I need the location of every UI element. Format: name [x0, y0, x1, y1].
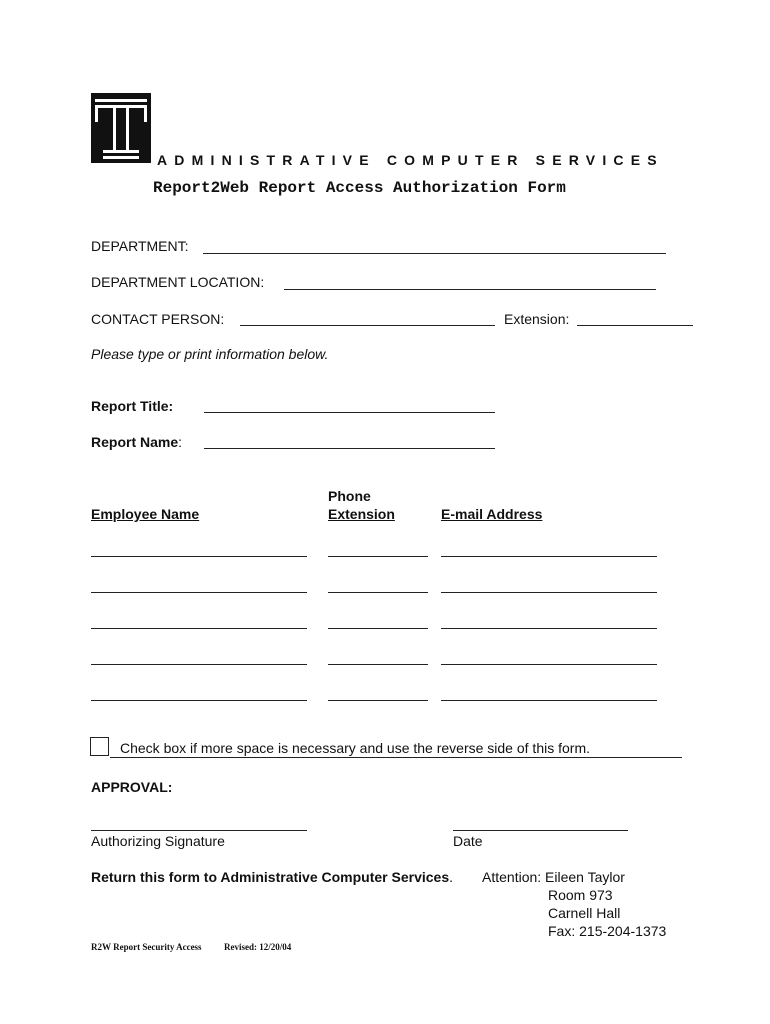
employee-name-header: Employee Name	[91, 506, 200, 522]
report-title-field[interactable]	[204, 412, 495, 413]
date-field[interactable]	[453, 830, 628, 831]
university-logo	[91, 93, 151, 163]
room-line: Room 973	[548, 887, 613, 903]
email-address-field[interactable]	[441, 664, 657, 665]
phone-header-top: Phone	[328, 488, 371, 504]
attention-line: Attention: Eileen Taylor	[482, 869, 625, 885]
department-location-field[interactable]	[284, 289, 656, 290]
report-name-label: Report Name:	[91, 434, 183, 450]
department-location-label: DEPARTMENT LOCATION:	[91, 274, 265, 290]
email-address-field[interactable]	[441, 556, 657, 557]
report-name-field[interactable]	[204, 448, 495, 449]
fax-line: Fax: 215-204-1373	[548, 923, 667, 939]
phone-extension-field[interactable]	[328, 592, 428, 593]
signature-field[interactable]	[91, 830, 307, 831]
contact-person-label: CONTACT PERSON:	[91, 311, 225, 327]
employee-name-field[interactable]	[91, 628, 307, 629]
extension-field[interactable]	[577, 325, 693, 326]
employee-name-field[interactable]	[91, 556, 307, 557]
date-label: Date	[453, 833, 483, 849]
form-title: Report2Web Report Access Authorization Form	[153, 179, 566, 197]
more-space-checkbox[interactable]	[90, 737, 109, 756]
footer-revised: Revised: 12/20/04	[224, 942, 292, 952]
phone-extension-field[interactable]	[328, 628, 428, 629]
department-label: DEPARTMENT:	[91, 238, 189, 254]
employee-name-field[interactable]	[91, 664, 307, 665]
phone-extension-field[interactable]	[328, 664, 428, 665]
phone-extension-field[interactable]	[328, 556, 428, 557]
employee-name-field[interactable]	[91, 700, 307, 701]
building-line: Carnell Hall	[548, 905, 621, 921]
return-instruction: Return this form to Administrative Computer Services.	[91, 869, 453, 885]
instruction-text: Please type or print information below.	[91, 346, 329, 362]
department-field[interactable]	[203, 253, 666, 254]
email-address-header: E-mail Address	[441, 506, 543, 522]
employee-name-field[interactable]	[91, 592, 307, 593]
phone-extension-field[interactable]	[328, 700, 428, 701]
organization-name: ADMINISTRATIVE COMPUTER SERVICES	[157, 152, 664, 168]
signature-label: Authorizing Signature	[91, 833, 225, 849]
checkbox-underline	[110, 757, 682, 758]
footer-doc-name: R2W Report Security Access	[91, 942, 202, 952]
contact-person-field[interactable]	[240, 325, 495, 326]
phone-extension-header: Extension	[328, 506, 395, 522]
email-address-field[interactable]	[441, 700, 657, 701]
approval-heading: APPROVAL:	[91, 779, 173, 795]
email-address-field[interactable]	[441, 592, 657, 593]
email-address-field[interactable]	[441, 628, 657, 629]
extension-label: Extension:	[504, 311, 570, 327]
report-title-label: Report Title:	[91, 398, 174, 414]
checkbox-text: Check box if more space is necessary and use the reverse side of this form.	[120, 740, 590, 756]
